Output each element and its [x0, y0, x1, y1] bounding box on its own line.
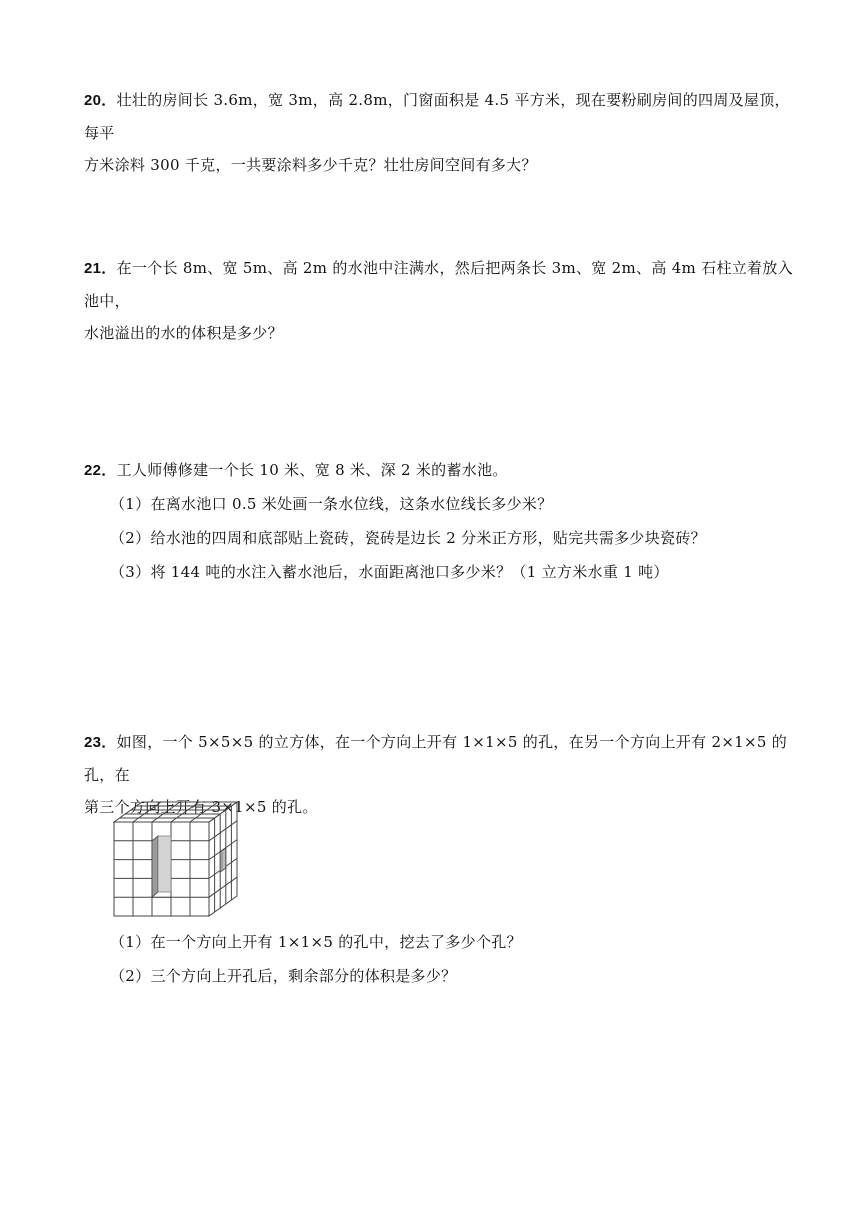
question-21-line-2: 水池溢出的水的体积是多少？ [84, 324, 283, 342]
question-21 [84, 252, 804, 349]
question-22-part-1: （1）在离水池口 0.5 米处画一条水位线，这条水位线长多少米？ [110, 495, 553, 513]
question-23-line-1: 23．如图，一个 5×5×5 的立方体，在一个方向上开有 1×1×5 的孔，在另一个方向上开有 2×1×5 的孔，在 [84, 733, 788, 784]
question-20-line-1: 20．壮壮的房间长 3.6m，宽 3m，高 2.8m，门窗面积是 4.5 平方米，现在要粉刷房间的四周及屋顶，每平 [84, 91, 790, 142]
question-22 [84, 454, 804, 487]
question-21-line-1: 21．在一个长 8m、宽 5m、高 2m 的水池中注满水，然后把两条长 3m、宽 2m、高 4m 石柱立着放入池中， [84, 259, 793, 310]
question-23-line-2: 第三个方向上开有 3×1×5 的孔。 [84, 798, 318, 816]
question-23-part-2: （2）三个方向上开孔后，剩余部分的体积是多少？ [110, 967, 457, 985]
question-22-part-2: （2）给水池的四周和底部贴上瓷砖，瓷砖是边长 2 分米正方形，贴完共需多少块瓷砖？ [110, 529, 706, 547]
question-22-part-3: （3）将 144 吨的水注入蓄水池后，水面距离池口多少米？（1 立方米水重 1 吨） [110, 563, 669, 581]
question-22-line-1: 22．工人师傅修建一个长 10 米、宽 8 米、深 2 米的蓄水池。 [84, 461, 508, 479]
question-21-number: 21． [84, 260, 117, 277]
question-20 [84, 84, 804, 181]
question-23-part-1: （1）在一个方向上开有 1×1×5 的孔中，挖去了多少个孔？ [110, 933, 522, 951]
question-20-line-2: 方米涂料 300 千克，一共要涂料多少千克？壮壮房间空间有多大？ [84, 156, 537, 174]
question-23-number: 23． [84, 734, 117, 751]
question-20-number: 20． [84, 92, 117, 109]
question-22-number: 22． [84, 462, 117, 479]
cube-with-holes-figure [112, 800, 242, 918]
side-hole [220, 848, 226, 872]
